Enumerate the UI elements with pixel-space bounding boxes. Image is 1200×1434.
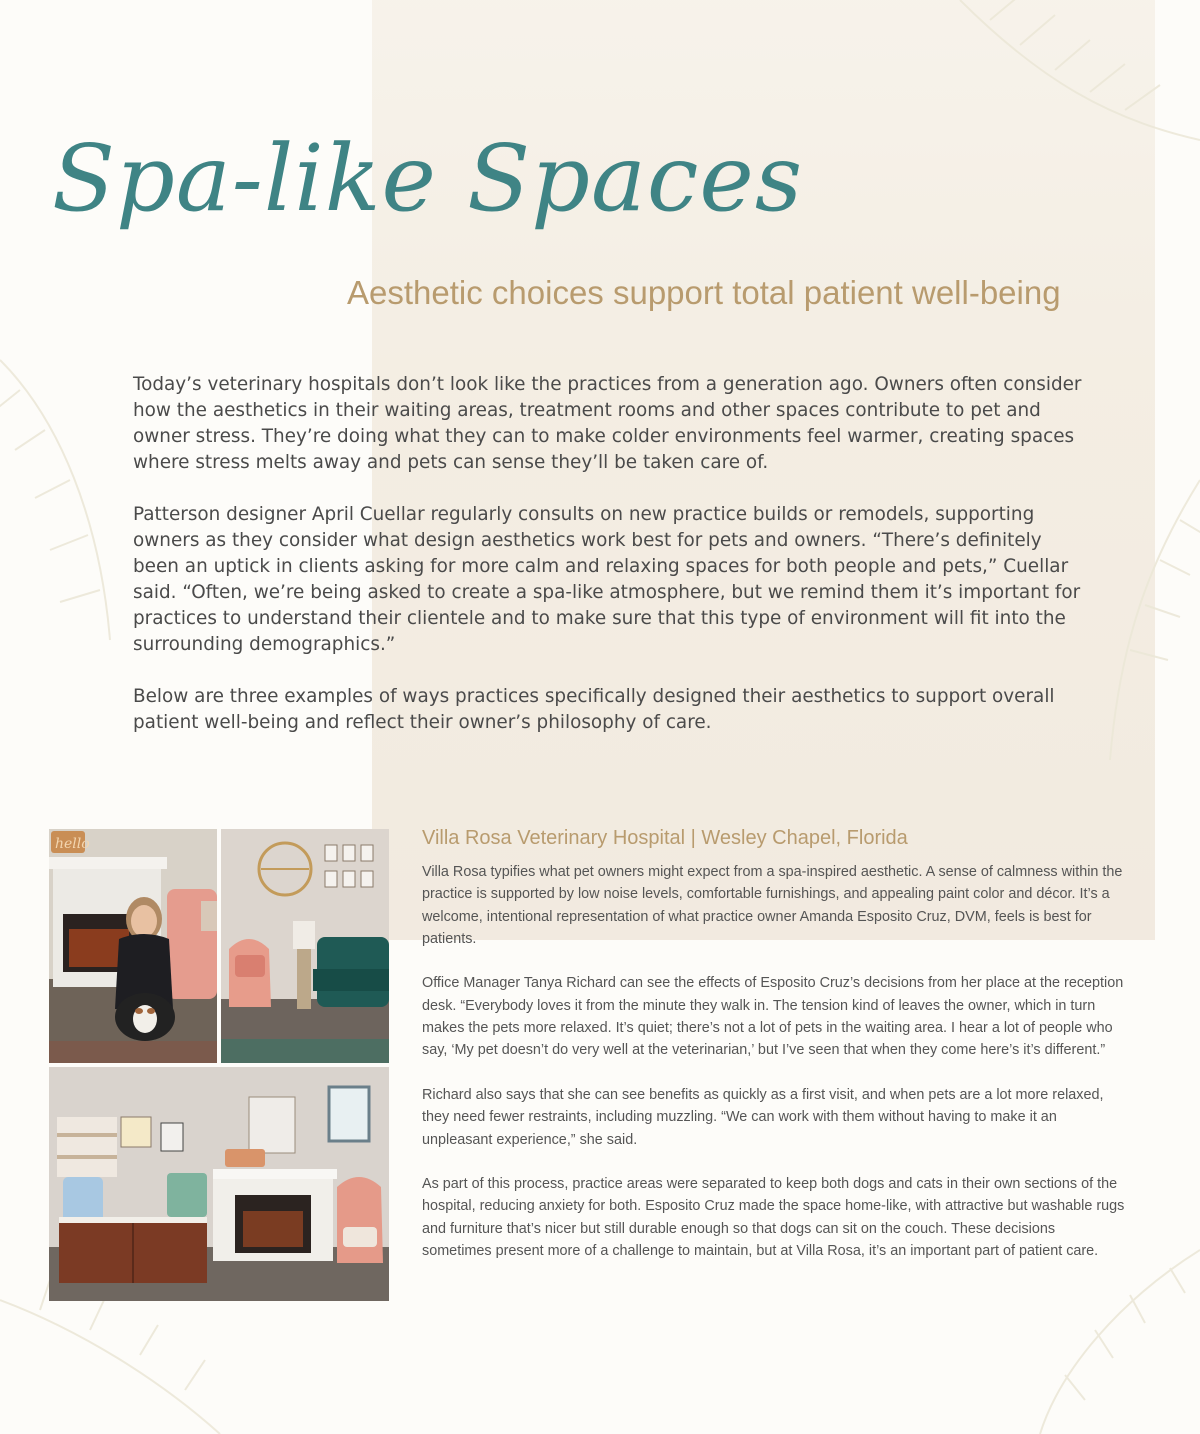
body-paragraph: Richard also says that she can see benefits as quickly as a first visit, and when pets are a lot more relaxed, they need fewer restraints, including muzzling. “We can work with them without having to make it an unpleasant experience,” she said. [422,1086,1104,1148]
page-title: Spa-like Spaces [52,125,804,232]
section-heading: Villa Rosa Veterinary Hospital | Wesley Chapel, Florida [422,827,908,849]
body-paragraph: Office Manager Tanya Richard can see the effects of Esposito Cruz’s decisions from her place at the reception desk. “Everybody loves it from the minute they walk in. The tension kind of leaves the owner, which in turn makes the pets more relaxed. It’s quiet; there’s not a lot of pets in the waiting area. I hear a lot of people who say, ‘My pet doesn’t do very well at the veterinarian,’ but I’ve seen that when they come here’s it’s different.” [422,975,1124,1059]
section-body [422,861,1127,1285]
intro-paragraph: Below are three examples of ways practices specifically designed their aesthetics to support overall patient well-being and reflect their owner’s philosophy of care. [133,686,1055,733]
intro-text [133,372,1093,762]
body-paragraph: Villa Rosa typifies what pet owners might expect from a spa-inspired aesthetic. A sense of calmness within the practice is supported by low noise levels, comfortable furnishings, and appealing paint color and décor. It’s a welcome, intentional representation of what practice owner Amanda Esposito Cruz, DVM, feels is best for patients. [422,864,1123,947]
photo-staff-with-dog [49,829,217,1063]
photo-reception-area [49,1067,389,1301]
intro-paragraph: Today’s veterinary hospitals don’t look like the practices from a generation ago. Owners often consider how the aesthetics in their waiting areas, treatment rooms and other spaces contribute to pet and owner stress. They’re doing what they can to make colder environments feel warmer, creating spaces where stress melts away and pets can sense they’ll be taken care of. [133,374,1082,473]
photo-collage [49,829,389,1301]
photo-lounge-corner [221,829,389,1063]
intro-paragraph: Patterson designer April Cuellar regularly consults on new practice builds or remodels, supporting owners as they consider what design aesthetics work best for pets and owners. “There’s definitely been an uptick in clients asking for more calm and relaxing spaces for both people and pets,” Cuellar said. “Often, we’re being asked to create a spa-like atmosphere, but we remind them it’s important for practices to understand their clientele and to make sure that this type of environment will fit into the surrounding demographics.” [133,504,1081,655]
page-subtitle: Aesthetic choices support total patient well-being [347,274,1061,311]
photo-sign-text: hello [55,836,90,852]
body-paragraph: As part of this process, practice areas were separated to keep both dogs and cats in their own sections of the hospital, reducing anxiety for both. Esposito Cruz made the space home-like, with attractive but washable rugs and furniture that’s nicer but still durable enough so that dogs can sit on the couch. These decisions sometimes present more of a challenge to maintain, but at Villa Rosa, it’s an important part of patient care. [422,1176,1125,1260]
